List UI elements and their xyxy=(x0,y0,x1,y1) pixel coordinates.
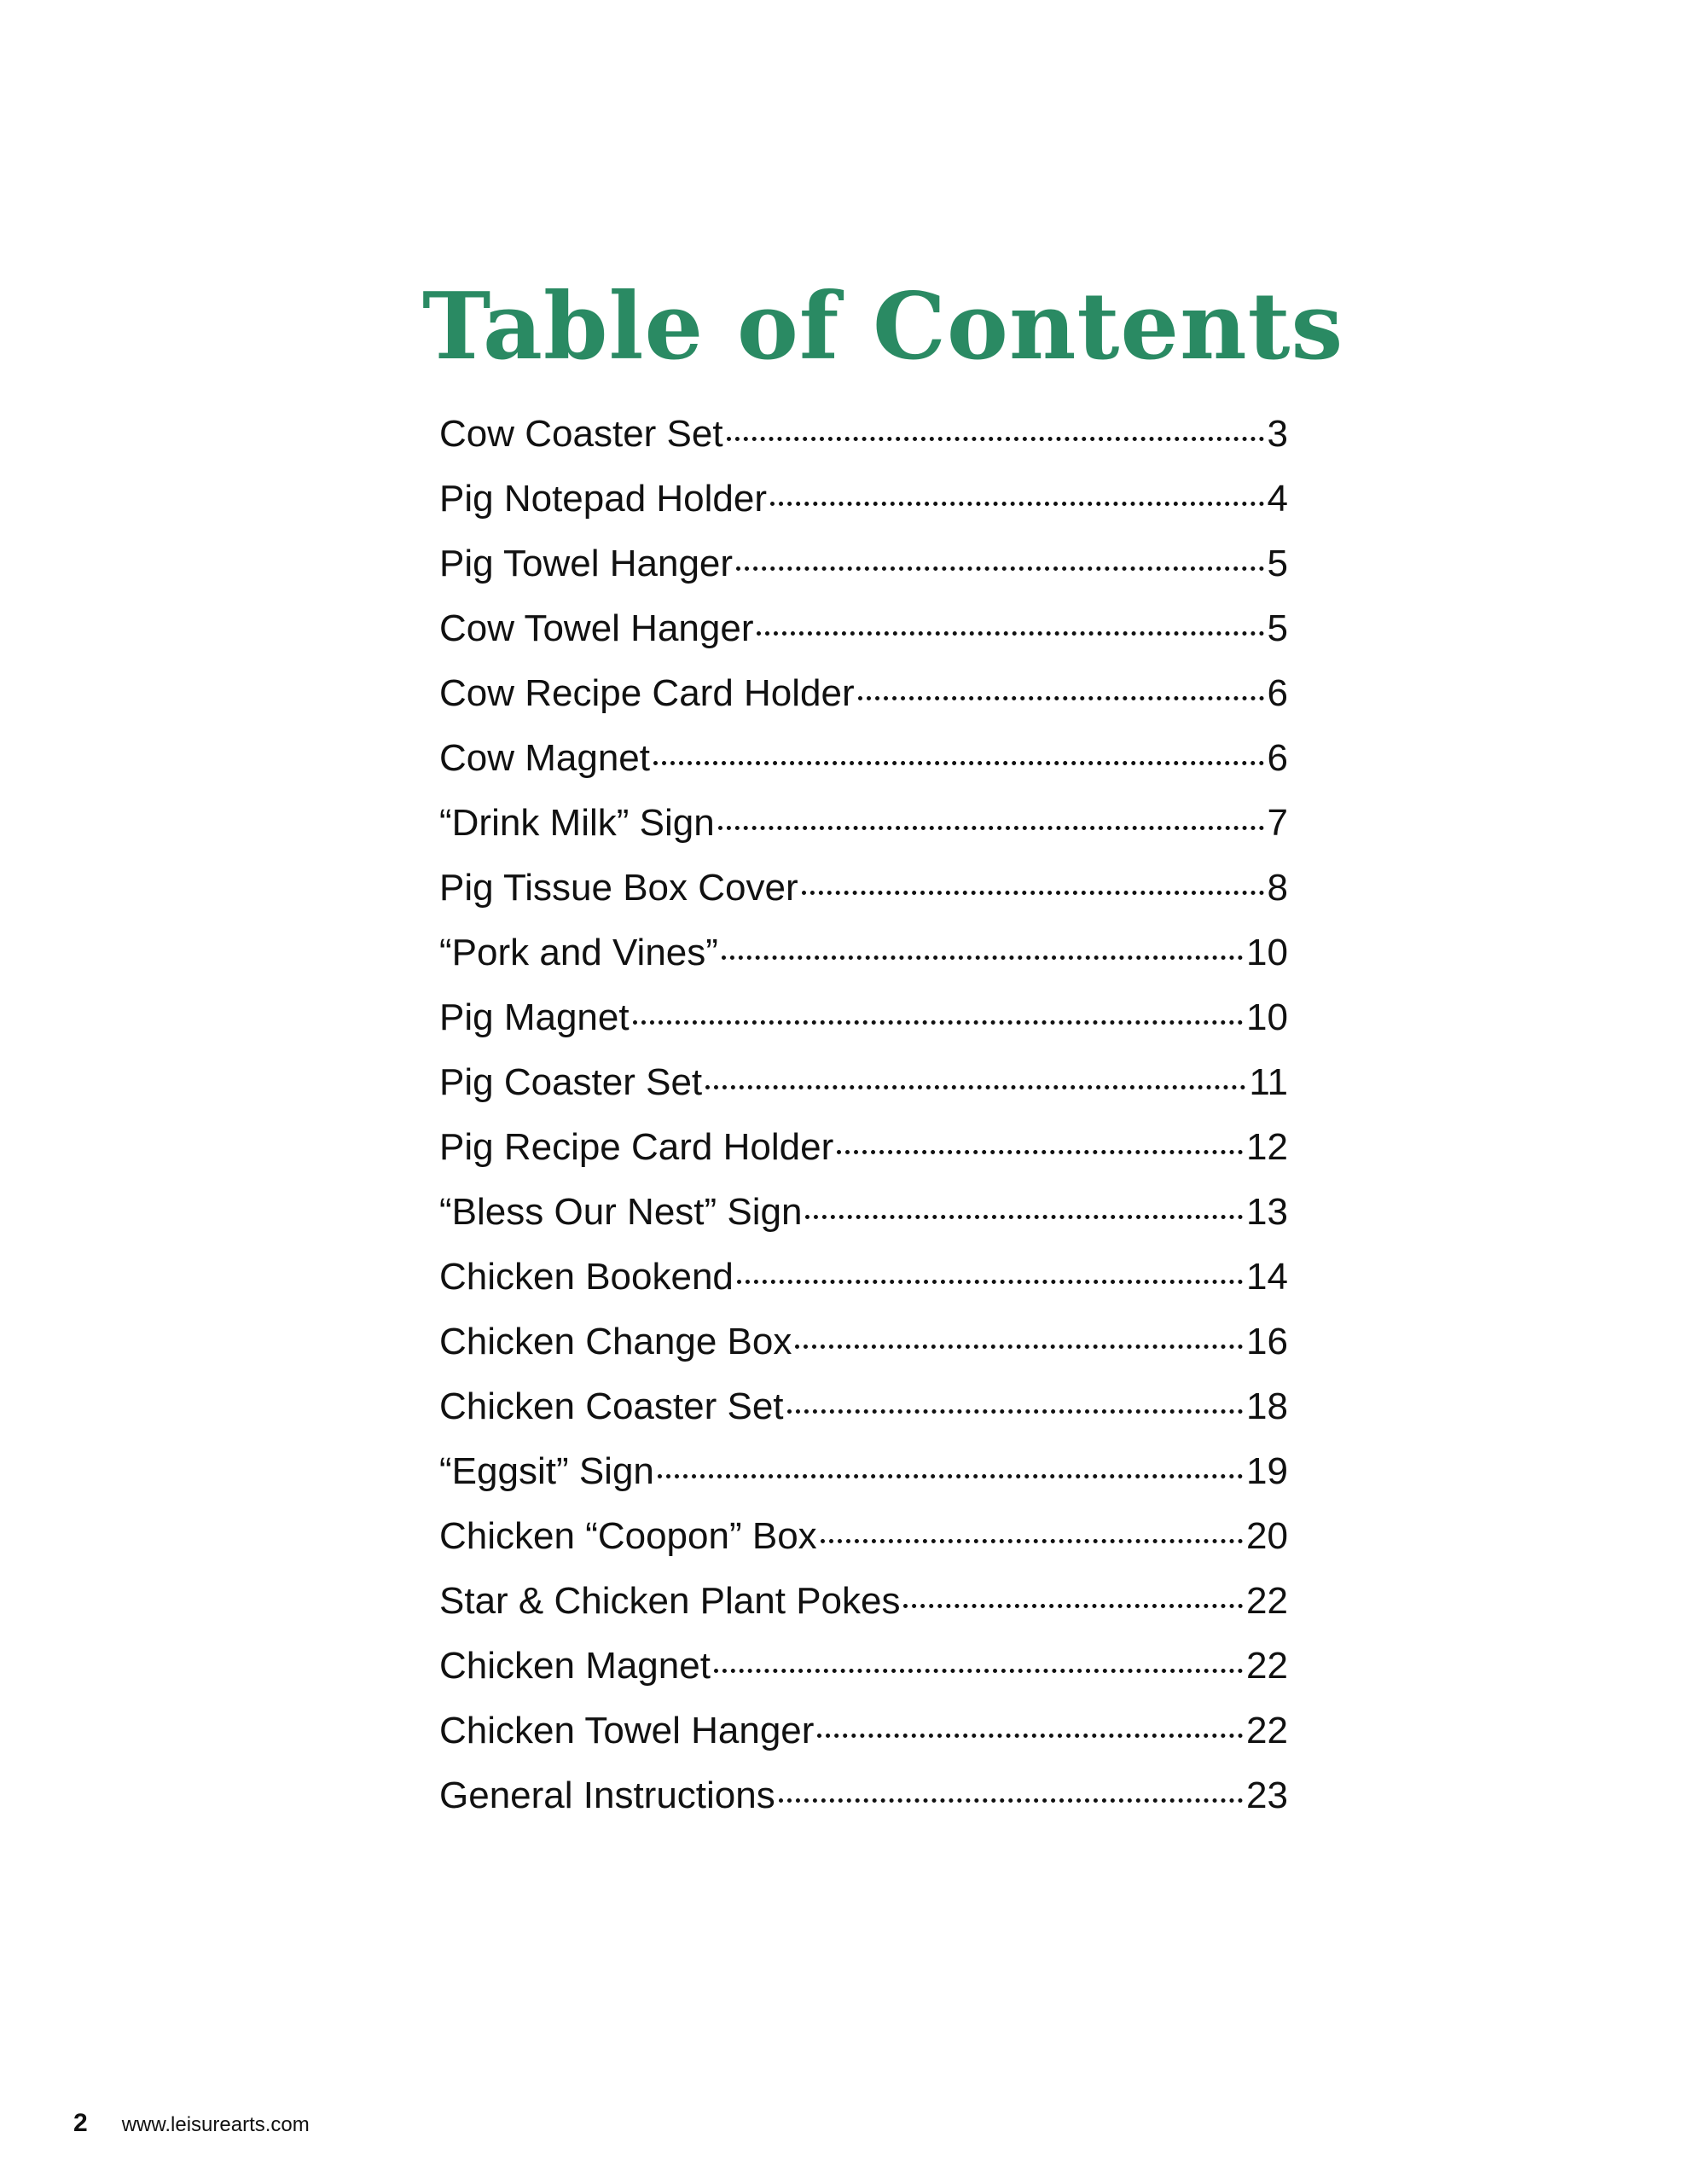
toc-entry-label: General Instructions xyxy=(439,1774,775,1816)
page-title: Table of Contents xyxy=(422,273,1344,380)
toc-entry[interactable] xyxy=(439,1510,1288,1575)
toc-entry-label: Chicken Change Box xyxy=(439,1321,792,1362)
toc-entry-page: 7 xyxy=(1267,802,1288,844)
toc-dot-leader xyxy=(722,956,1243,960)
toc-entry-label: Chicken “Coopon” Box xyxy=(439,1515,817,1557)
toc-entry-label: Star & Chicken Plant Pokes xyxy=(439,1580,901,1622)
toc-list xyxy=(439,408,1288,1834)
toc-entry[interactable] xyxy=(439,862,1288,926)
toc-entry-page: 16 xyxy=(1246,1321,1288,1362)
toc-entry[interactable] xyxy=(439,1056,1288,1121)
toc-entry-label: Chicken Towel Hanger xyxy=(439,1710,815,1751)
toc-entry-label: Cow Recipe Card Holder xyxy=(439,672,855,714)
toc-entry[interactable] xyxy=(439,1575,1288,1640)
toc-dot-leader xyxy=(633,1020,1243,1025)
toc-entry-page: 23 xyxy=(1246,1774,1288,1816)
toc-entry-label: Pig Tissue Box Cover xyxy=(439,867,798,909)
page-footer xyxy=(73,2109,310,2138)
toc-entry[interactable] xyxy=(439,926,1288,991)
toc-entry[interactable] xyxy=(439,1186,1288,1251)
toc-dot-leader xyxy=(705,1085,1245,1089)
toc-entry-page: 13 xyxy=(1246,1191,1288,1233)
toc-entry-label: Chicken Magnet xyxy=(439,1645,711,1687)
toc-entry-page: 22 xyxy=(1246,1580,1288,1622)
toc-dot-leader xyxy=(727,437,1264,441)
toc-entry-page: 11 xyxy=(1249,1061,1288,1103)
footer-url[interactable]: www.leisurearts.com xyxy=(121,2113,310,2136)
toc-entry[interactable] xyxy=(439,537,1288,602)
toc-dot-leader xyxy=(787,1409,1244,1414)
toc-entry-label: Pig Coaster Set xyxy=(439,1061,703,1103)
toc-entry-label: Chicken Bookend xyxy=(439,1256,734,1298)
toc-dot-leader xyxy=(736,566,1263,571)
toc-entry-label: Cow Coaster Set xyxy=(439,413,723,455)
toc-entry-label: Pig Towel Hanger xyxy=(439,543,734,584)
toc-entry-label: Cow Magnet xyxy=(439,737,651,779)
toc-entry-label: “Pork and Vines” xyxy=(439,932,718,973)
toc-dot-leader xyxy=(817,1734,1243,1738)
toc-dot-leader xyxy=(779,1798,1243,1803)
toc-entry-label: Pig Notepad Holder xyxy=(439,478,768,520)
toc-dot-leader xyxy=(805,1215,1243,1219)
toc-dot-leader xyxy=(714,1669,1243,1673)
toc-dot-leader xyxy=(718,826,1264,830)
toc-entry-page: 18 xyxy=(1246,1385,1288,1427)
toc-entry[interactable] xyxy=(439,991,1288,1056)
toc-entry-label: Cow Towel Hanger xyxy=(439,607,754,649)
toc-entry[interactable] xyxy=(439,1445,1288,1510)
toc-entry-page: 5 xyxy=(1267,543,1288,584)
toc-entry-page: 10 xyxy=(1246,996,1288,1038)
toc-entry-page: 3 xyxy=(1267,413,1288,455)
toc-dot-leader xyxy=(837,1150,1243,1154)
toc-dot-leader xyxy=(757,631,1263,636)
toc-entry-label: “Eggsit” Sign xyxy=(439,1450,654,1492)
toc-entry[interactable] xyxy=(439,1380,1288,1445)
toc-entry-label: Pig Magnet xyxy=(439,996,630,1038)
toc-entry-page: 14 xyxy=(1246,1256,1288,1298)
toc-dot-leader xyxy=(903,1604,1243,1608)
toc-entry-label: “Drink Milk” Sign xyxy=(439,802,715,844)
toc-entry-page: 20 xyxy=(1246,1515,1288,1557)
toc-dot-leader xyxy=(770,502,1264,506)
toc-entry[interactable] xyxy=(439,1705,1288,1769)
toc-entry-page: 6 xyxy=(1267,672,1288,714)
toc-dot-leader xyxy=(858,696,1264,700)
toc-entry-page: 12 xyxy=(1246,1126,1288,1168)
toc-entry-label: “Bless Our Nest” Sign xyxy=(439,1191,803,1233)
toc-entry-page: 22 xyxy=(1246,1710,1288,1751)
toc-dot-leader xyxy=(653,761,1264,765)
toc-entry-page: 8 xyxy=(1267,867,1288,909)
toc-entry[interactable] xyxy=(439,732,1288,797)
toc-entry-page: 10 xyxy=(1246,932,1288,973)
toc-entry[interactable] xyxy=(439,408,1288,473)
toc-entry[interactable] xyxy=(439,602,1288,667)
toc-entry-page: 22 xyxy=(1246,1645,1288,1687)
toc-entry[interactable] xyxy=(439,1251,1288,1316)
toc-dot-leader xyxy=(821,1539,1243,1543)
toc-entry-page: 4 xyxy=(1267,478,1288,520)
toc-entry[interactable] xyxy=(439,1769,1288,1834)
toc-dot-leader xyxy=(737,1280,1243,1284)
toc-entry[interactable] xyxy=(439,1640,1288,1705)
toc-dot-leader xyxy=(795,1345,1243,1349)
toc-entry-page: 6 xyxy=(1267,737,1288,779)
toc-entry[interactable] xyxy=(439,667,1288,732)
toc-entry-page: 19 xyxy=(1246,1450,1288,1492)
toc-entry[interactable] xyxy=(439,1121,1288,1186)
toc-entry-page: 5 xyxy=(1267,607,1288,649)
footer-page-number: 2 xyxy=(73,2109,88,2137)
toc-dot-leader xyxy=(802,891,1264,895)
toc-entry-label: Chicken Coaster Set xyxy=(439,1385,784,1427)
toc-entry-label: Pig Recipe Card Holder xyxy=(439,1126,834,1168)
toc-entry[interactable] xyxy=(439,473,1288,537)
toc-entry[interactable] xyxy=(439,1316,1288,1380)
toc-dot-leader xyxy=(658,1474,1243,1478)
toc-entry[interactable] xyxy=(439,797,1288,862)
